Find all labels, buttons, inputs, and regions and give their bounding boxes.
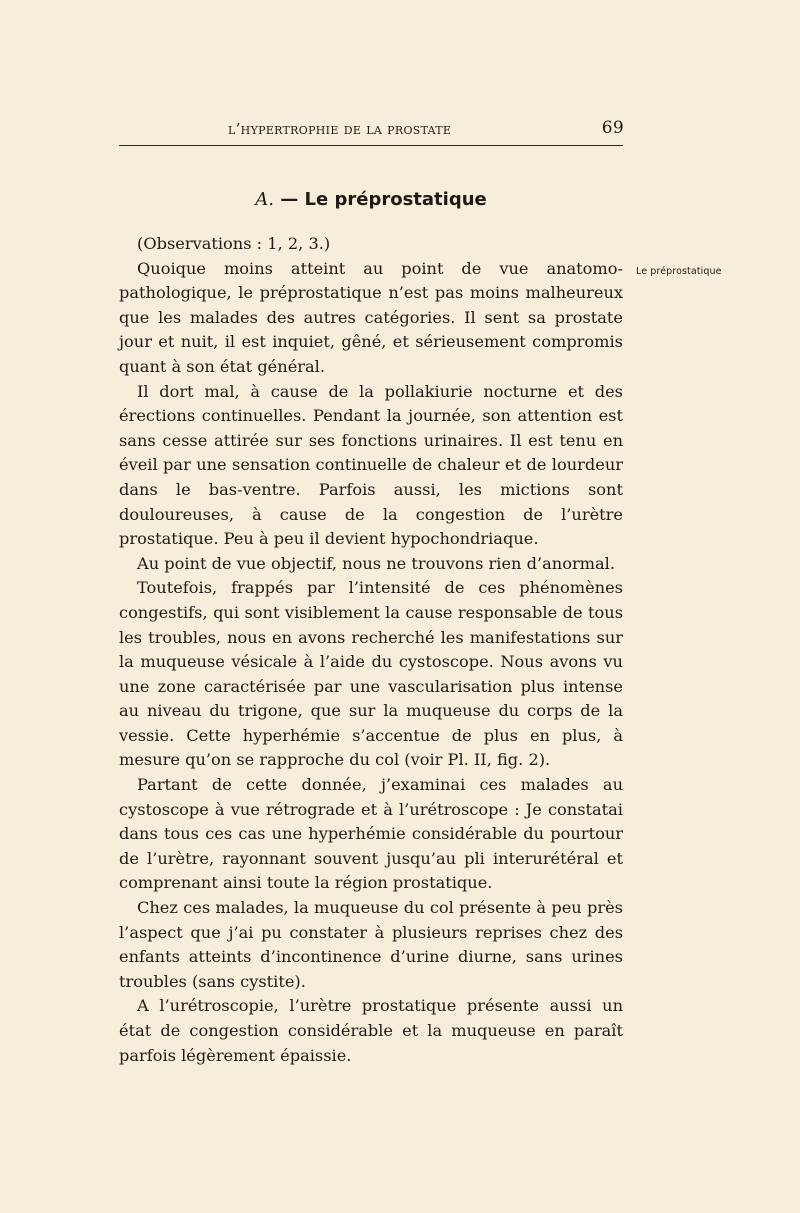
section-title-text: Le préprostatique [304, 189, 487, 210]
header-rule [119, 145, 623, 146]
page-number: 69 [601, 118, 624, 138]
body-text [119, 232, 623, 1068]
paragraph: Au point de vue objectif, nous ne trouvons rien d’anormal. [137, 553, 616, 573]
paragraph: Quoique moins atteint au point de vue anatomo-pathologique, le préprostatique n’est pas moins malheureux que les malades des autres catégories. Il sent sa prostate jour et nuit, il est inquiet, gêné, et sérieusement compromis quant à son état général. [119, 258, 623, 376]
paragraph: A l’urétroscopie, l’urètre prostatique présente aussi un état de congestion considérable et la muqueuse en paraît parfois légèrement épaissie. [119, 996, 623, 1065]
section-title [119, 189, 623, 210]
paragraph: Partant de cette donnée, j’examinai ces malades au cystoscope à vue rétrograde et à l’urétroscope : Je constatai dans tous ces cas une hyperhémie considérable du pourtour de l’urètre, rayonnant souvent jusqu’au pli interurétéral et comprenant ainsi toute la région prostatique. [119, 775, 623, 893]
section-letter: A. [255, 189, 274, 210]
paragraph: Chez ces malades, la muqueuse du col présente à peu près l’aspect que j’ai pu constater à plusieurs reprises chez des enfants atteints d’incontinence d’urine diurne, sans urines troubles (sans cystite). [119, 898, 623, 991]
paragraph: Toutefois, frappés par l’intensité de ces phénomènes congestifs, qui sont visiblement la cause responsable de tous les troubles, nous en avons recherché les manifestations sur la muqueuse vésicale à l’aide du cystoscope. Nous avons vu une zone caractérisée par une vascularisation plus intense au niveau du trigone, que sur la muqueuse du corps de la vessie. Cette hyperhémie s’accentue de plus en plus, à mesure qu’on se rapproche du col (voir Pl. II, fig. 2). [119, 578, 623, 770]
section-dash: — [273, 189, 305, 210]
running-head [228, 118, 624, 142]
running-title: l’hypertrophie de la prostate [228, 120, 452, 138]
paragraph: Il dort mal, à cause de la pollakiurie nocturne et des érections continuelles. Pendant la journée, son attention est sans cesse attirée sur ses fonctions urinaires. Il est tenu en éveil par une sensation continuelle de chaleur et de lourdeur dans le bas-ventre. Parfois aussi, les mictions sont douloureuses, à cause de la congestion de l’urètre prostatique. Peu à peu il devient hypochondriaque. [119, 381, 623, 549]
margin-note: Le préprostatique [636, 266, 722, 277]
observations-reference: (Observations : 1, 2, 3.) [137, 234, 331, 253]
